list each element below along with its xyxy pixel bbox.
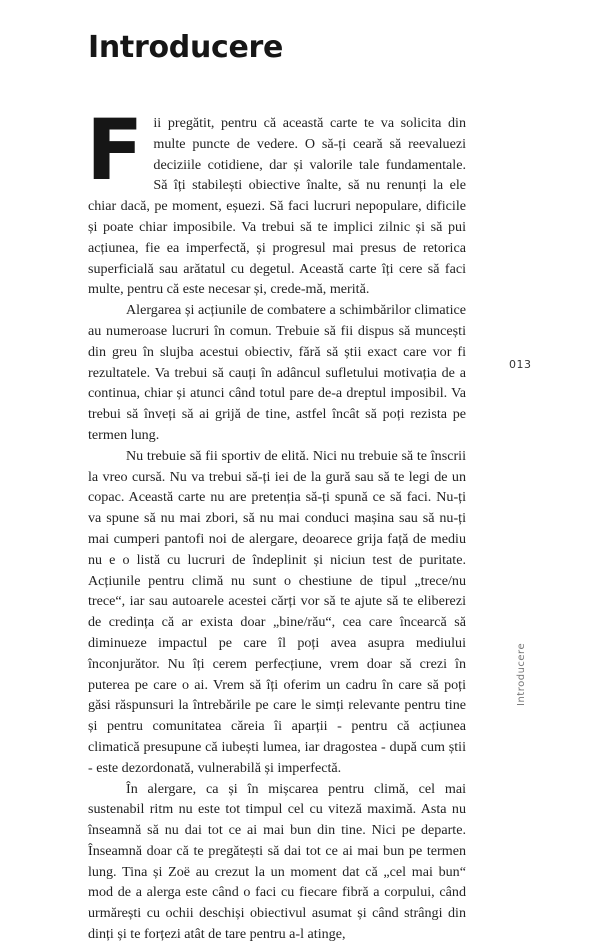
body-text [86,101,466,945]
page-number: 013 [509,358,532,371]
running-head: Introducere [516,642,527,706]
drop-cap: F [86,101,144,199]
paragraph-4: În alergare, ca și în mișcarea pentru climă, cel mai sustenabil ritm nu este tot timpul cel cu viteză maximă. Asta nu înseamnă să nu dai tot ce ai mai bun din tine. Nici pe departe. Înseamnă doar că te pregătești să dai tot ce ai mai bun pe termen lung. Tina și Zoë au crezut la un moment dat că „cel mai bun“ mod de a alerga este când o faci cu fiecare fibră a corpului, când urmărești cu ochii deschiși obiectivul asumat și când strângi din dinți și te forțezi atât de tare pentru a-l atinge, [88,780,466,943]
paragraph-1 [86,101,466,300]
paragraph-2: Alergarea și acțiunile de combatere a schimbărilor climatice au numeroase lucruri în comun. Trebuie să fii dispus să muncești din greu în slujba acestui obiectiv, fără să știi exact care vor fi rezultatele. Va trebui să cauți în adâncul sufletului motivația de a continua, chiar și atunci când totul pare de-a dreptul imposibil. Va trebui să înveți să ai grijă de tine, astfel încât să poți rezista pe termen lung. [88,302,466,443]
page-title: Introducere [88,30,284,65]
paragraph-3: Nu trebuie să fii sportiv de elită. Nici nu trebuie să te înscrii la vreo cursă. Nu va trebui să-ți iei de la gură sau să te legi de un copac. Această carte nu are pretenția să-ți spună ce să faci. Nu-ți va spune să nu mai zbori, să nu mai conduci mașina sau să nu-ți mai cumperi pantofi noi de alergare, deoarece grija față de mediu nu e o listă cu lucruri de îndeplinit și niciun test de puritate. Acțiunile pentru climă nu sunt o chestiune de tipul „trece/nu trece“, iar sau autoarele acestei cărți vor să te ajute să te eliberezi de credința că ar exista doar „bine/rău“, cea care încearcă să diminueze impactul pe care îl poți avea asupra mediului înconjurător. Nu îți cerem perfecțiune, vrem doar să crezi în puterea pe care o ai. Vrem să îți oferim un cadru în care să poți găsi răspunsuri la întrebările pe care le simți relevante pentru tine și pentru comunitatea căreia îi aparții - pentru că acțiunea climatică presupune că iubești lumea, iar dragostea - după cum știi - este dezordonată, vulnerabilă și imperfectă. [88,447,466,776]
paragraph-1-text: ii pregătit, pentru că această carte te va solicita din multe puncte de vedere. O să-ți ceară să reevaluezi deciziile cotidiene, dar și valorile tale fundamentale. Să îți stabilești obiective înalte, să nu renunți la ele chiar dacă, pe moment, eșuezi. Să faci lucruri nepopulare, dificile și poate chiar imposibile. Va trebui să te implici zilnic și să pui acțiunea, fie ea imperfectă, și progresul mai presus de retorica superficială sau arătatul cu degetul. Această carte îți cere să faci multe, pentru că este necesar și, crede-mă, merită. [88,115,466,298]
